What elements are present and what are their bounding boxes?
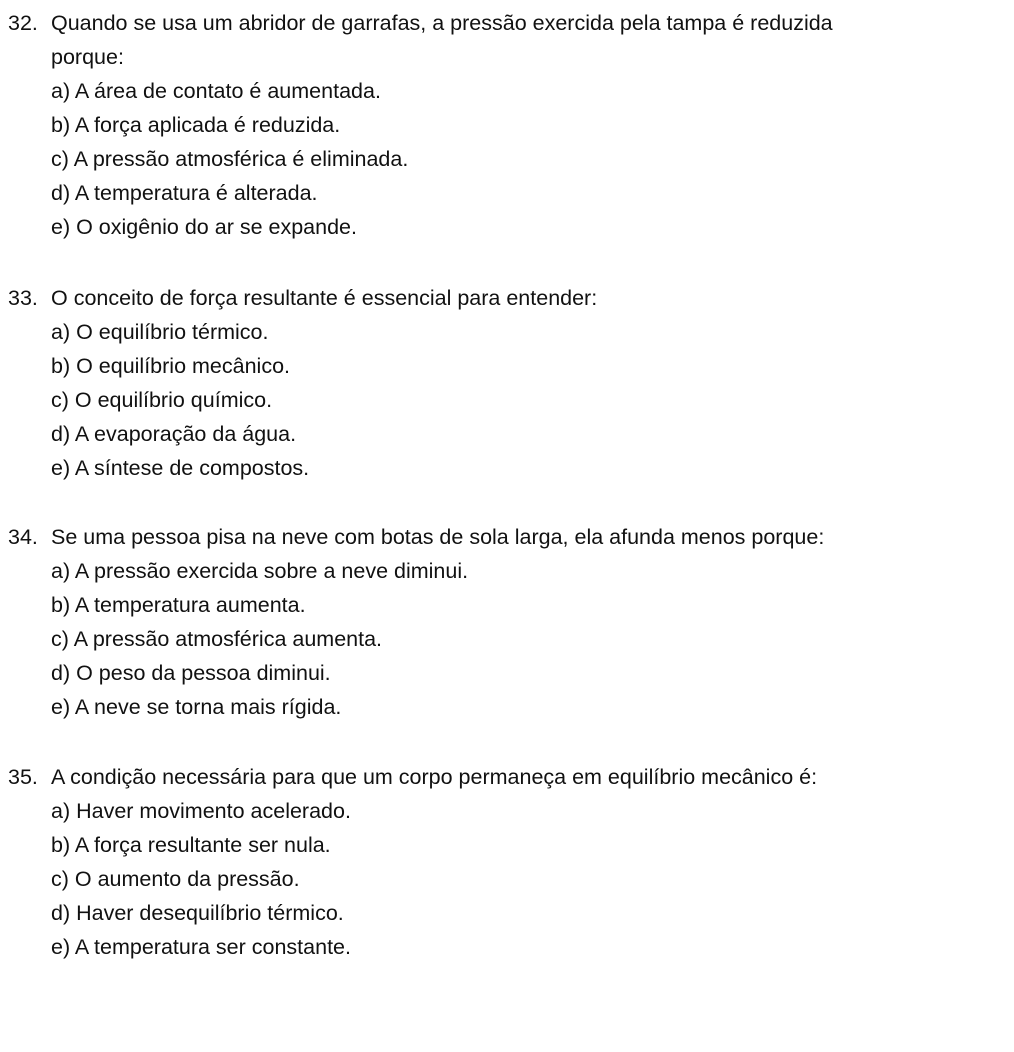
question-text: Quando se usa um abridor de garrafas, a pressão exercida pela tampa é reduzida — [51, 11, 833, 35]
option-a: a) Haver movimento acelerado. — [51, 799, 351, 823]
option-d: d) A temperatura é alterada. — [51, 181, 318, 205]
option-e: e) O oxigênio do ar se expande. — [51, 215, 357, 239]
question-text-continuation: porque: — [51, 45, 124, 69]
option-d: d) O peso da pessoa diminui. — [51, 661, 331, 685]
question-text: Se uma pessoa pisa na neve com botas de sola larga, ela afunda menos porque: — [51, 525, 825, 549]
question-stem — [0, 760, 1014, 794]
option-c: c) A pressão atmosférica aumenta. — [51, 627, 383, 651]
option-e: e) A temperatura ser constante. — [51, 935, 351, 959]
question-35 — [0, 760, 1014, 964]
question-text: O conceito de força resultante é essencial para entender: — [51, 286, 598, 310]
option-b: b) A força resultante ser nula. — [51, 833, 331, 857]
option-d: d) A evaporação da água. — [51, 422, 297, 446]
option-d: d) Haver desequilíbrio térmico. — [51, 901, 344, 925]
option-c: c) O equilíbrio químico. — [51, 388, 273, 412]
option-b: b) A força aplicada é reduzida. — [51, 113, 341, 137]
question-number: 35. — [8, 765, 38, 789]
question-stem — [0, 520, 1014, 554]
option-c: c) A pressão atmosférica é eliminada. — [51, 147, 409, 171]
question-number: 33. — [8, 286, 38, 310]
option-e: e) A síntese de compostos. — [51, 456, 310, 480]
question-number: 34. — [8, 525, 38, 549]
option-b: b) A temperatura aumenta. — [51, 593, 306, 617]
option-a: a) A área de contato é aumentada. — [51, 79, 381, 103]
option-b: b) O equilíbrio mecânico. — [51, 354, 290, 378]
question-text: A condição necessária para que um corpo permaneça em equilíbrio mecânico é: — [51, 765, 818, 789]
option-a: a) A pressão exercida sobre a neve diminui. — [51, 559, 469, 583]
question-stem — [0, 281, 1014, 315]
question-34 — [0, 520, 1014, 724]
question-number: 32. — [8, 11, 38, 35]
option-c: c) O aumento da pressão. — [51, 867, 300, 891]
question-stem — [0, 6, 1014, 40]
option-e: e) A neve se torna mais rígida. — [51, 695, 342, 719]
question-32 — [0, 6, 1014, 244]
option-a: a) O equilíbrio térmico. — [51, 320, 269, 344]
question-33 — [0, 281, 1014, 485]
